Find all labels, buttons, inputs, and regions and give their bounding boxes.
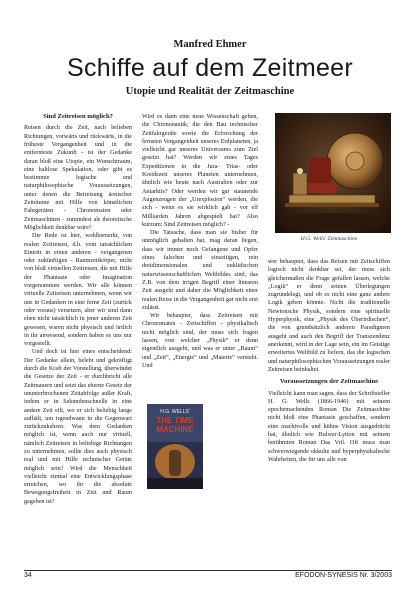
paragraph: Reisen durch die Zeit, nach belieben Richtungen, vorwärts und rückwärts, in die früheste Vergangenheit und in die entfernteste Zukunft - ist der Gedanke daran bloß eine Utopie, ein Wunschtraum, eine haltlose Spekulation, oder gibt es bestimmte logische und naturphilosophische Voraussetzungen, unter denen die Beireisung äonischer Zeiträume mit Hilfe von künstlichen Fahrgeräten - Chronomaten oder Zeitmaschinen - zumindest als theoretische Möglichkeit denkbar wäre? (24, 125, 132, 231)
paragraph: wer behauptet, dass das Reisen mit Zeitschiffen logisch nicht denkbar sei, der muss sich gleichermaßen die Frage gefallen lassen, welche „Logik“ er denn seinen Überlegungen zugrundelegt, und ob es nicht eine ganz andere Logik geben könnte. Nicht die traditionelle Newtonsche Physik, sondern eine spirituelle Hyperphysik, eine „Physik des Überirdischen“, die von grundsätzlich anderen Paradigmen ausgeht und auch den Begriff der Transzendenz anerkennt, wird in der Lage sein, ein im Geistige erweitertes Weltbild zu liefern, das die logischen und naturphilosophischen Voraussetzungen realer Zeitreisen beinhaltet. (268, 259, 390, 373)
seat-cushion (305, 183, 337, 193)
author-name: Manfred Ehmer (173, 39, 247, 50)
cover-title-line-1: THE TIME (156, 416, 194, 425)
seat-back (309, 157, 331, 187)
column-3 (268, 258, 390, 464)
time-machine-photo (275, 113, 391, 233)
machine-base (289, 195, 375, 203)
column-1 (24, 113, 132, 506)
paragraph: Wir behaupter, dass Zeitreisen mit Chronomaten - Zeitschiffen - physikalisch nicht möglich sind, der muss sich fragen lassen, von welcher „Physik“ er denn eigentlich ausgeht, und was er unter „Raum“ und „Zeit“, „Energie“ und „Materie“ versteht. Und (142, 313, 258, 369)
article-title: Schiffe auf dem Zeitmeer (66, 54, 354, 82)
paragraph: Wird es dann eine neue Wissenschaft geben, die Chrononautik, die den Bau technischer Zeitfahrgeräte sowie die Erforschung der fernsten Vergangenheit unseres Erdplaneten, ja vielleicht gar unseres Universums zum Ziel gesetzt hat? Werden wir eines Tages Expeditionen in die Jura- Trias- oder Kreidezeit unseres Planeten unternehmen, ähnlich wie heute nach Australien oder zur Antarktis? Oder werden wir gar staunende Augenzeugen der „Urexplosion“ werden, die sich - wenn es sie wirklich gab - vor elf Milliarden Jahren abgespielt hat? Also kurzum: Sind Zeitreisen möglich? - (142, 114, 258, 228)
column-2 (142, 113, 258, 370)
control-knob (297, 168, 303, 174)
cover-figure (169, 450, 181, 476)
paragraph: Vielleicht kann man sagen, dass der Schriftsteller H. G. Wells (1866-1946) mit seinem epochemachenden Roman Die Zeitmaschine nicht bloß eine Phantasie geschaffen, sondern eine machtvolle und kühne Vision ausgedrückt hat, ähnlich wie Bulwer-Lytton mit seinem berühmten Roman Das Vril. Oft muss man schwerwiegende okkulte und hyperphysikalische Wahrheiten, die für uns alle von (268, 390, 390, 463)
page-number: 34 (24, 572, 32, 579)
section-heading: Sind Zeitreisen möglich? (43, 113, 113, 120)
base-rail (285, 203, 379, 207)
control-panel (293, 173, 307, 195)
floor-glow (279, 213, 387, 229)
article-subtitle: Utopie und Realität der Zeitmaschine (125, 86, 295, 97)
book-cover-image (147, 404, 203, 489)
paragraph: Die Rede ist hier, wohlbemerkt, von realen Zeitreisen, d.h. vom tatsächlichen Eintritt in einen anderen - vergangenen oder zukünftigen - Raumzeitkörper, nicht von bloß virtuellen Zeitreisen, die mit Hilfe der Phantasie oder Imagination vorgenommen werden. Wir alle können virtuelle Zeitreisen unternehmen, wenn wir uns in Gedanken in eine ferne Zeit (zurück oder voraus) versetzen, aber wir sind dann eben nicht tatsächlich in jener anderen Zeit gewesen, waren nicht physisch und örtlich in ihr anwesend, sondern haben es uns nur vorgestellt. (24, 233, 132, 348)
cover-ground (147, 478, 203, 489)
page-footer (24, 570, 392, 582)
section-heading: Voraussetzungen der Zeitmaschine (279, 378, 379, 386)
publication-name: EFODON-SYNESIS Nr. 3/2003 (295, 572, 392, 579)
cover-title-line-2: MACHINE (156, 425, 194, 434)
dish-hub (346, 152, 364, 170)
paragraph: Die Tatsache, dass man sie bisher für unmöglich gehalten hat, mag daran liegen, dass wir immer noch Gefangene und Opfer eines falschen und einseitigen, rein dreidimensionalen und euklidischen naturwissenschaftlichen Weltbildes sind, das Z.B. von dem irrigen Begriff einer linearen Zeit ausgeht und daher die Möglichkeit einer realen Reise in die Vergangenheit gar nicht erst zulässt. (142, 230, 258, 311)
cover-author: H.G. WELLS' (160, 409, 190, 415)
photo-caption: H.G. Wells' Zeitmaschine (300, 236, 358, 242)
paragraph: Und doch ist hier eines entscheidend: Der Gedanke allein, belebt und gekräftigt durch die Kraft der Vorstellung, überwindet die Gesetze der Zeit - er durchbricht alle Zeitmauern und setzt das eherne Gesetz der ununterbrochenen Zeitabfolge außer Kraft, indem er in Sekundenschnelle in eine andere Zeit eilt, wo er sich beliebig lange aufhält, um irgendwann in die Gegenwart zurückzukehren. Was dem Gedanken möglich ist, wenn auch nur virtuell, nämlich Zeitreisen in beliebige Richtungen zu unternehmen, sollte dies auch physisch real und mit Hilfe technischer Geräte möglich sein? Wird die Menschheit vielleicht einmal eine Entwicklungsphase erreichen, wo ihr die absolute Bewegungsfreiheit in Zeit und Raum gegeben ist? (24, 349, 132, 505)
